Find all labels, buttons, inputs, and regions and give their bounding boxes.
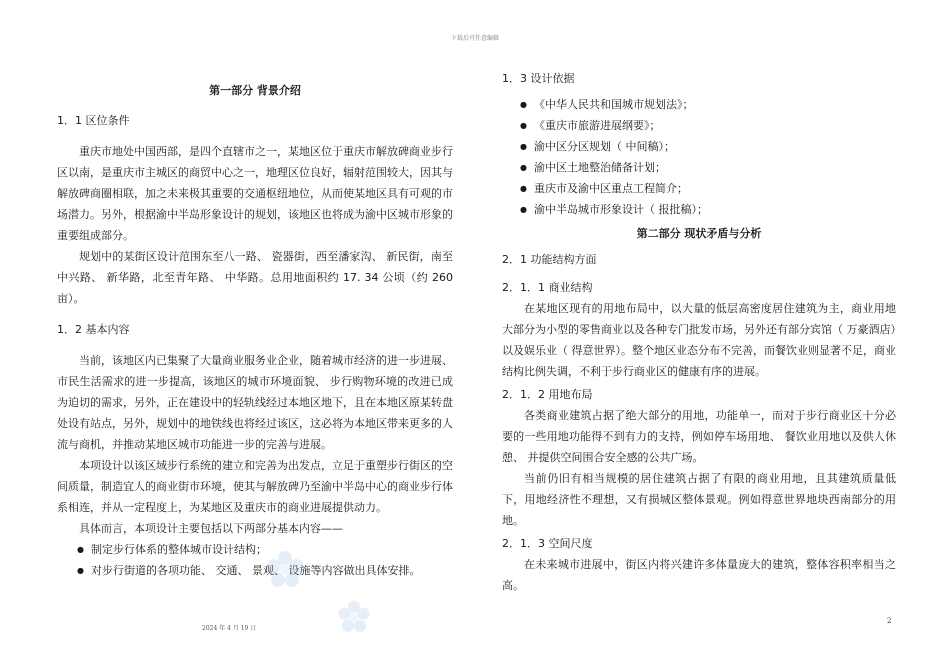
section-2-1-2-title: 2．1．2 用地布局: [502, 388, 593, 401]
section-2-1-3-paragraph: 在未来城市进展中，街区内将兴建许多体量庞大的建筑，整体容积率相当之高。: [502, 558, 896, 592]
page-number: 2: [887, 617, 892, 625]
section-1-2-paragraph-2: 本项设计以该区域步行系统的建立和完善为出发点，立足于重塑步行街区的空间质量，制造宜人的商业街市环境，使其与解放碑乃至渝中半岛中心的商业步行体系相连，并从一定程度上，为某地区及重庆市的商业进展提供动力。: [57, 459, 453, 514]
list-item: ● 渝中半岛城市形象设计（ 报批稿）；: [526, 199, 896, 220]
section-2-1-2-paragraph-2: 当前仍旧有相当规模的居住建筑占据了有限的商业用地，且其建筑质量低下，用地经济性不理想，又有损城区整体景观。例如得意世界地块西南部分的用地。: [502, 472, 896, 527]
footer-date: 2024 年 4 月 19 日: [202, 625, 257, 632]
section-2-1-title: 2．1 功能结构方面: [502, 253, 597, 266]
list-item: ● 渝中区分区规划（ 中间稿）；: [526, 136, 896, 157]
list-item: ● 渝中区土地整治储备计划；: [526, 157, 896, 178]
section-1-1-title: 1．1 区位条件: [57, 114, 130, 127]
section-1-2-paragraph-1: 当前，该地区内已集聚了大量商业服务业企业，随着城市经济的进一步进展、 市民生活需求的进一步提高，该地区的城市环境面貌、 步行购物环境的改进已成为迫切的需求，另外，正在建设中的轻轨线经过本地区地下，且在本地区原某转盘处设有站点，另外，规划中的地铁线也将经过该区，这必将为本地区带来更多的人流与商机，并推动某地区城市功能进一步的完善与进展。: [57, 354, 453, 451]
list-item: ● 《重庆市旅游进展纲要》；: [526, 115, 896, 136]
section-1-1-paragraph-1: 重庆市地处中国西部，是四个直辖市之一，某地区位于重庆市解放碑商业步行区以南，是重庆市主城区的商贸中心之一，地理区位良好，辐射范围较大，因其与解放碑商圈相联，加之未来极其重要的交通枢纽地位，从而使某地区具有可观的市场潜力。另外，根据渝中半岛形象设计的规划，该地区也将成为渝中区城市形象的重要组成部分。: [57, 145, 453, 242]
list-item: ● 对步行街道的各项功能、 交通、 景观、 设施等内容做出具体安排。: [83, 560, 453, 581]
section-1-3-bullet-list: [502, 94, 896, 220]
section-2-1-2-paragraph-1: 各类商业建筑占据了绝大部分的用地，功能单一，而对于步行商业区十分必要的一些用地功能得不到有力的支持，例如停车场用地、 餐饮业用地以及供人休憩、 并提供空间围合安全感的公共广场。: [502, 409, 896, 464]
section-2-1-1-paragraph: 在某地区现有的用地布局中，以大量的低层高密度居住建筑为主，商业用地大部分为小型的零售商业以及各种专门批发市场，另外还有部分宾馆（ 万豪酒店）以及娱乐业（ 得意世界）。整个地区业态分布不完善，而餐饮业则显著不足，商业结构比例失调，不利于步行商业区的健康有序的进展。: [502, 302, 896, 378]
section-1-3-title: 1．3 设计依据: [502, 72, 575, 85]
section-1-1-paragraph-2: 规划中的某街区设计范围东至八一路、 瓷器街，西至潘家沟、 新民街，南至中兴路、 新华路，北至青年路、 中华路。总用地面积约 17. 34 公顷（约 260 亩）。: [57, 250, 453, 305]
part-two-title: 第二部分 现状矛盾与分析: [636, 227, 762, 240]
page-header-note: 下载后可任意编辑: [450, 35, 499, 42]
watermark-flower-icon: [334, 598, 374, 638]
section-1-2-title: 1．2 基本内容: [57, 323, 130, 336]
section-1-2-bullet-list: [57, 539, 453, 581]
watermark-flower-icon: [262, 548, 308, 594]
section-2-1-3-title: 2．1．3 空间尺度: [502, 537, 593, 550]
right-column: [502, 68, 896, 596]
list-item: ● 重庆市及渝中区重点工程简介；: [526, 178, 896, 199]
list-item: ● 制定步行体系的整体城市设计结构；: [83, 539, 453, 560]
list-item: ● 《中华人民共和国城市规划法》；: [526, 94, 896, 115]
part-one-title: 第一部分 背景介绍: [209, 84, 301, 97]
section-1-2-paragraph-3: 具体而言，本项设计主要包括以下两部分基本内容——: [79, 522, 343, 535]
section-2-1-1-title: 2．1．1 商业结构: [502, 281, 593, 294]
left-column: [57, 78, 453, 581]
